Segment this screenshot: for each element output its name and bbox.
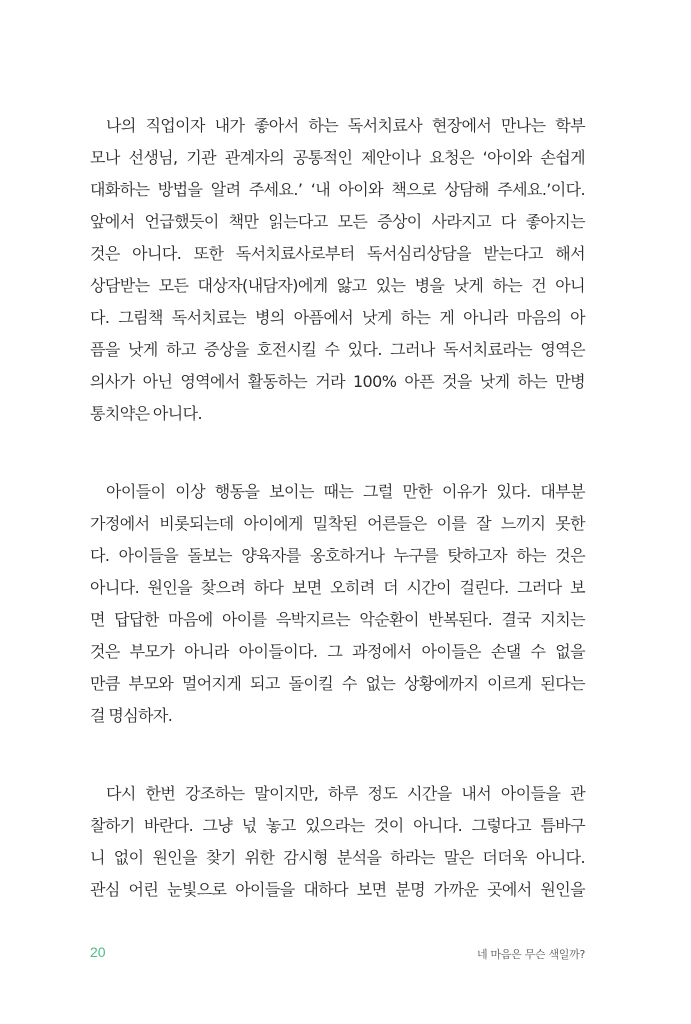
paragraph-2 xyxy=(90,476,585,732)
paragraph-gap xyxy=(90,732,585,778)
text-line: 걸 명심하자. xyxy=(90,706,173,725)
text-line: 다. 아이들을 돌보는 양육자를 옹호하거나 누구를 탓하고자 하는 것은 xyxy=(90,546,585,565)
text-line: 상담받는 모든 대상자(내담자)에게 앓고 있는 병을 낫게 하는 건 아니 xyxy=(90,276,585,295)
text-line: 모나 선생님, 기관 관계자의 공통적인 제안이나 요청은 ‘아이와 손쉽게 xyxy=(90,148,585,167)
text-line: 아이들이 이상 행동을 보이는 때는 그럴 만한 이유가 있다. 대부분 xyxy=(106,482,585,501)
text-line: 만큼 부모와 멀어지게 되고 돌이킬 수 없는 상황에까지 이르게 된다는 xyxy=(90,674,585,693)
body-text xyxy=(90,110,585,906)
text-line: 픔을 낫게 하고 증상을 호전시킬 수 있다. 그러나 독서치료라는 영역은 xyxy=(90,340,585,359)
text-line: 다. 그림책 독서치료는 병의 아픔에서 낫게 하는 게 아니라 마음의 아 xyxy=(90,308,585,327)
text-line: 대화하는 방법을 알려 주세요.’ ‘내 아이와 책으로 상담해 주세요.’이다. xyxy=(90,180,585,199)
text-line: 통치약은 아니다. xyxy=(90,404,202,423)
page-footer xyxy=(90,944,585,964)
text-line: 것은 아니다. 또한 독서치료사로부터 독서심리상담을 받는다고 해서 xyxy=(90,244,585,263)
text-line: 아니다. 원인을 찾으려 하다 보면 오히려 더 시간이 걸린다. 그러다 보 xyxy=(90,578,585,597)
paragraph-gap xyxy=(90,430,585,476)
text-line: 앞에서 언급했듯이 책만 읽는다고 모든 증상이 사라지고 다 좋아지는 xyxy=(90,212,585,231)
text-line: 다시 한번 강조하는 말이지만, 하루 정도 시간을 내서 아이들을 관 xyxy=(106,784,585,803)
text-line: 관심 어린 눈빛으로 아이들을 대하다 보면 분명 가까운 곳에서 원인을 xyxy=(90,880,585,899)
text-line: 가정에서 비롯되는데 아이에게 밀착된 어른들은 이를 잘 느끼지 못한 xyxy=(90,514,585,533)
paragraph-3 xyxy=(90,778,585,906)
text-line: 나의 직업이자 내가 좋아서 하는 독서치료사 현장에서 만나는 학부 xyxy=(106,116,585,135)
text-line: 것은 부모가 아니라 아이들이다. 그 과정에서 아이들은 손댈 수 없을 xyxy=(90,642,585,661)
text-line: 찰하기 바란다. 그냥 넋 놓고 있으라는 것이 아니다. 그렇다고 틈바구 xyxy=(90,816,585,835)
page-number: 20 xyxy=(90,944,106,960)
paragraph-1 xyxy=(90,110,585,430)
text-line: 의사가 아닌 영역에서 활동하는 거라 100% 아픈 것을 낫게 하는 만병 xyxy=(90,372,585,391)
running-title: 네 마음은 무슨 색일까? xyxy=(476,948,585,961)
text-line: 면 답답한 마음에 아이를 윽박지르는 악순환이 반복된다. 결국 지치는 xyxy=(90,610,585,629)
text-line: 니 없이 원인을 찾기 위한 감시형 분석을 하라는 말은 더더욱 아니다. xyxy=(90,848,585,867)
